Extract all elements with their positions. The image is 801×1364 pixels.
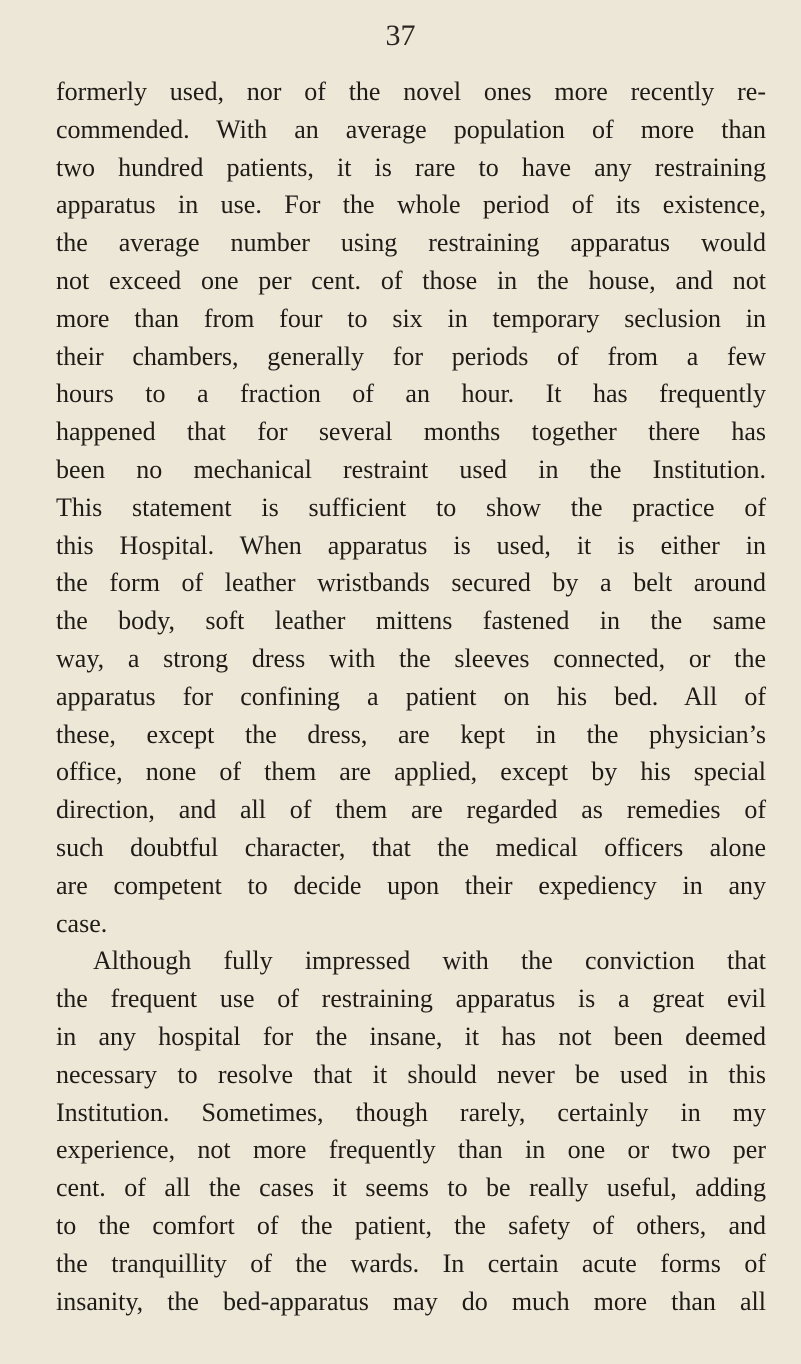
text-line: direction, and all of them are regarded as remedies of [56,795,766,825]
text-line: not exceed one per cent. of those in the house, and not [56,265,766,295]
text-line: case. [56,908,108,938]
text-line: commended. With an average population of more than [56,114,766,144]
text-line: been no mechanical restraint used in the Institution. [56,454,766,484]
text-line: formerly used, nor of the novel ones more recently re- [56,77,766,106]
text-line: in any hospital for the insane, it has not been deemed [56,1021,766,1051]
text-line: apparatus for confining a patient on his bed. All of [56,681,766,711]
text-line: this Hospital. When apparatus is used, it is either in [56,530,766,560]
body-text [56,73,766,1320]
text-line: are competent to decide upon their expediency in any [56,870,766,900]
page-number: 37 [385,19,416,52]
text-line: the tranquillity of the wards. In certain acute forms of [56,1248,766,1278]
text-line: two hundred patients, it is rare to have any restraining [56,152,766,182]
text-line: office, none of them are applied, except by his special [56,757,766,787]
text-line: these, except the dress, are kept in the physician’s [56,719,766,749]
text-line: way, a strong dress with the sleeves connected, or the [56,643,766,673]
text-line: their chambers, generally for periods of from a few [56,341,766,371]
text-line: apparatus in use. For the whole period of its existence, [56,190,766,220]
text-line: to the comfort of the patient, the safety of others, and [56,1210,766,1240]
text-line: This statement is sufficient to show the practice of [56,492,766,522]
text-line: hours to a fraction of an hour. It has frequently [56,379,766,409]
text-line: necessary to resolve that it should never be used in this [56,1059,766,1089]
text-line: happened that for several months together there has [56,417,766,447]
text-line: the body, soft leather mittens fastened in the same [56,606,766,636]
text-line: experience, not more frequently than in one or two per [56,1135,766,1165]
text-line: insanity, the bed-apparatus may do much more than all [56,1286,766,1316]
text-line: Institution. Sometimes, though rarely, certainly in my [56,1097,766,1127]
text-line: more than from four to six in temporary seclusion in [56,303,766,333]
text-line: the frequent use of restraining apparatus is a great evil [56,984,766,1014]
text-line: cent. of all the cases it seems to be really useful, adding [56,1173,766,1203]
text-line: such doubtful character, that the medical officers alone [56,832,766,862]
text-line: Although fully impressed with the conviction that [93,946,766,976]
text-line: the average number using restraining apparatus would [56,228,766,258]
text-line: the form of leather wristbands secured by a belt around [56,568,766,598]
